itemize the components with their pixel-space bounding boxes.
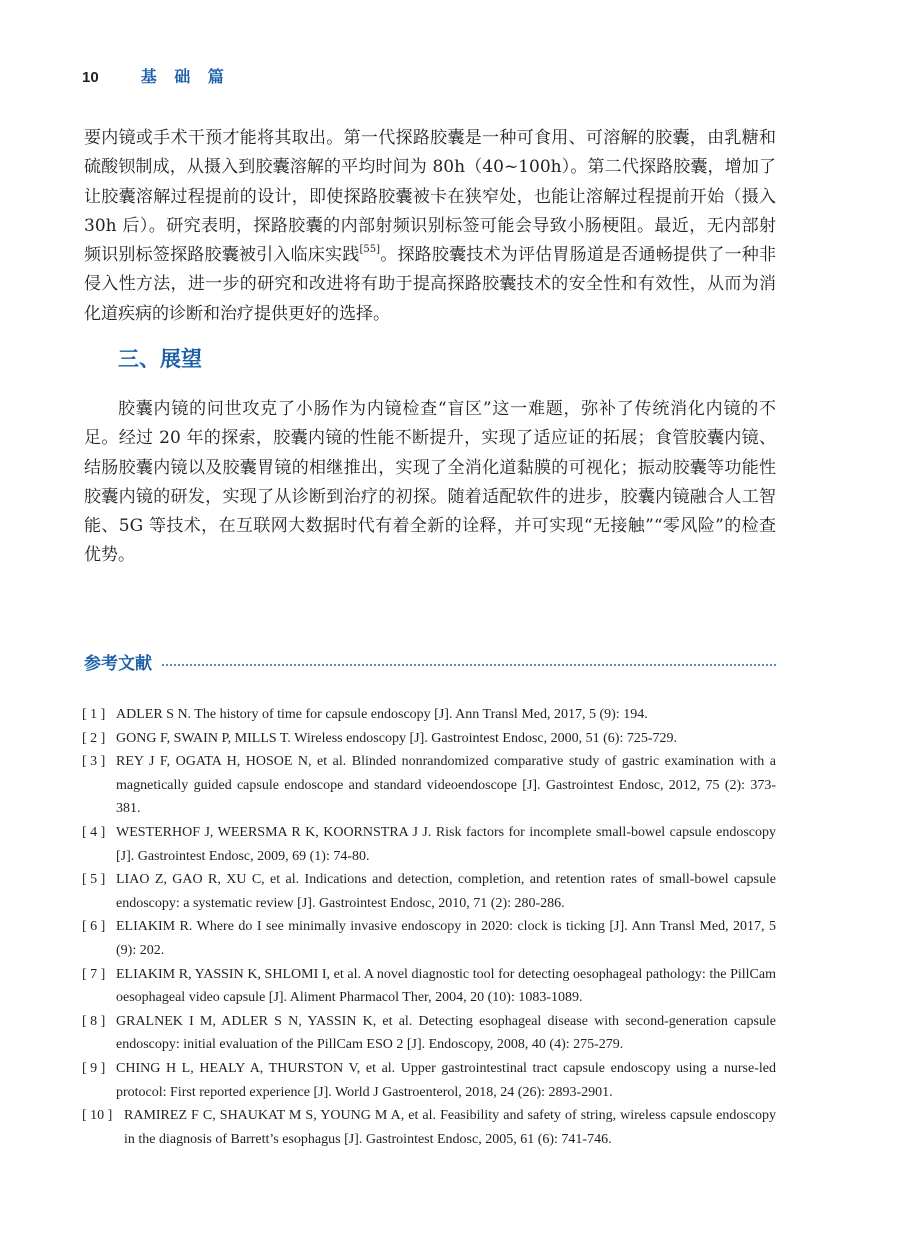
reference-text: GRALNEK I M, ADLER S N, YASSIN K, et al. Detecting esophageal disease with second-generation capsule endoscopy: initial evaluation of the PillCam ESO 2 [J]. Endoscopy, 2008, 40 (4): 275-279. [116, 1013, 776, 1053]
reference-item [82, 703, 776, 727]
paragraph-text [84, 124, 776, 329]
reference-number: [ 1 ] [82, 707, 106, 722]
reference-item [82, 727, 776, 751]
references-title: 参考文献 [84, 654, 152, 674]
reference-item [82, 1057, 776, 1104]
reference-item [82, 1104, 776, 1151]
reference-text: CHING H L, HEALY A, THURSTON V, et al. Upper gastrointestinal tract capsule endoscopy using a nurse-led protocol: First reported experience [J]. World J Gastroenterol, 2018, 24 (26): 2893-2901. [116, 1060, 776, 1100]
section-heading-outlook: 三、展望 [118, 347, 202, 371]
paragraph-text-part-a: 要内镜或手术干预才能将其取出。第一代探路胶囊是一种可食用、可溶解的胶囊，由乳糖和硫酸钡制成，从摄入到胶囊溶解的平均时间为 80h（40~100h）。第二代探路胶囊，增加了让胶囊溶解过程提前的设计，即使探路胶囊被卡在狭窄处，也能让溶解过程提前开始（摄入 30h 后）。研究表明，探路胶囊的内部射频识别标签可能会导致小肠梗阻。最近，无内部射频识别标签探路胶囊被引入临床实践 [84, 128, 776, 266]
reference-item [82, 915, 776, 962]
reference-item [82, 868, 776, 915]
paragraph-capsule-patency [84, 124, 776, 329]
reference-number: [ 3 ] [82, 754, 106, 770]
reference-number: [ 7 ] [82, 966, 106, 982]
reference-number: [ 10 ] [82, 1108, 113, 1124]
reference-text: ELIAKIM R, YASSIN K, SHLOMI I, et al. A novel diagnostic tool for detecting oesophageal pathology: the PillCam oesophageal video capsule [J]. Aliment Pharmacol Ther, 2004, 20 (10): 1083-1089. [116, 966, 776, 1006]
page-number: 10 [82, 69, 99, 86]
reference-text: RAMIREZ F C, SHAUKAT M S, YOUNG M A, et al. Feasibility and safety of string, wireless capsule endoscopy in the diagnosis of Barrett’s esophagus [J]. Gastrointest Endosc, 2005, 61 (6): 741-746. [124, 1108, 776, 1147]
reference-item [82, 1010, 776, 1057]
reference-number: [ 8 ] [82, 1013, 106, 1029]
paragraph-text: 胶囊内镜的问世攻克了小肠作为内镜检查“盲区”这一难题，弥补了传统消化内镜的不足。经过 20 年的探索，胶囊内镜的性能不断提升，实现了适应证的拓展；食管胶囊内镜、结肠胶囊内镜以及胶囊胃镜的相继推出，实现了全消化道黏膜的可视化；振动胶囊等功能性胶囊内镜的研发，实现了从诊断到治疗的初探。随着适配软件的进步，胶囊内镜融合人工智能、5G 等技术，在互联网大数据时代有着全新的诠释，并可实现“无接触”“零风险”的检查优势。 [84, 399, 776, 566]
reference-text: ELIAKIM R. Where do I see minimally invasive endoscopy in 2020: clock is ticking [J]. Ann Transl Med, 2017, 5 (9): 202. [116, 919, 776, 958]
reference-text: WESTERHOF J, WEERSMA R K, KOORNSTRA J J. Risk factors for incomplete small-bowel capsule endoscopy [J]. Gastrointest Endosc, 2009, 69 (1): 74-80. [116, 824, 776, 864]
dotted-divider [162, 664, 776, 666]
reference-number: [ 6 ] [82, 919, 106, 935]
reference-text: REY J F, OGATA H, HOSOE N, et al. Blinded nonrandomized comparative study of gastric examination with a magnetically guided capsule endoscope and standard videoendoscope [J]. Gastrointest Endosc, 2012, 75 (2): 373-381. [116, 754, 776, 817]
paragraph-outlook [84, 395, 776, 571]
citation-marker: [55] [359, 244, 381, 256]
reference-list [82, 703, 776, 1151]
paragraph-text-part-b: 。探路胶囊技术为评估胃肠道是否通畅提供了一种非侵入性方法，进一步的研究和改进将有助于提高探路胶囊技术的安全性和有效性，从而为消化道疾病的诊断和治疗提供更好的选择。 [84, 245, 777, 324]
reference-number: [ 4 ] [82, 824, 106, 840]
reference-item [82, 963, 776, 1010]
reference-text: ADLER S N. The history of time for capsule endoscopy [J]. Ann Transl Med, 2017, 5 (9): 194. [116, 707, 648, 722]
page-header [82, 64, 230, 88]
reference-item [82, 821, 776, 868]
reference-number: [ 2 ] [82, 730, 106, 746]
reference-text: LIAO Z, GAO R, XU C, et al. Indications and detection, completion, and retention rates of small-bowel capsule endoscopy: a systematic review [J]. Gastrointest Endosc, 2010, 71 (2): 280-286. [116, 872, 776, 911]
references-heading [84, 649, 776, 674]
reference-item [82, 750, 776, 821]
reference-number: [ 9 ] [82, 1060, 106, 1076]
section-title: 基 础 篇 [140, 67, 230, 86]
reference-text: GONG F, SWAIN P, MILLS T. Wireless endoscopy [J]. Gastrointest Endosc, 2000, 51 (6): 725-729. [116, 730, 677, 746]
reference-number: [ 5 ] [82, 872, 106, 888]
